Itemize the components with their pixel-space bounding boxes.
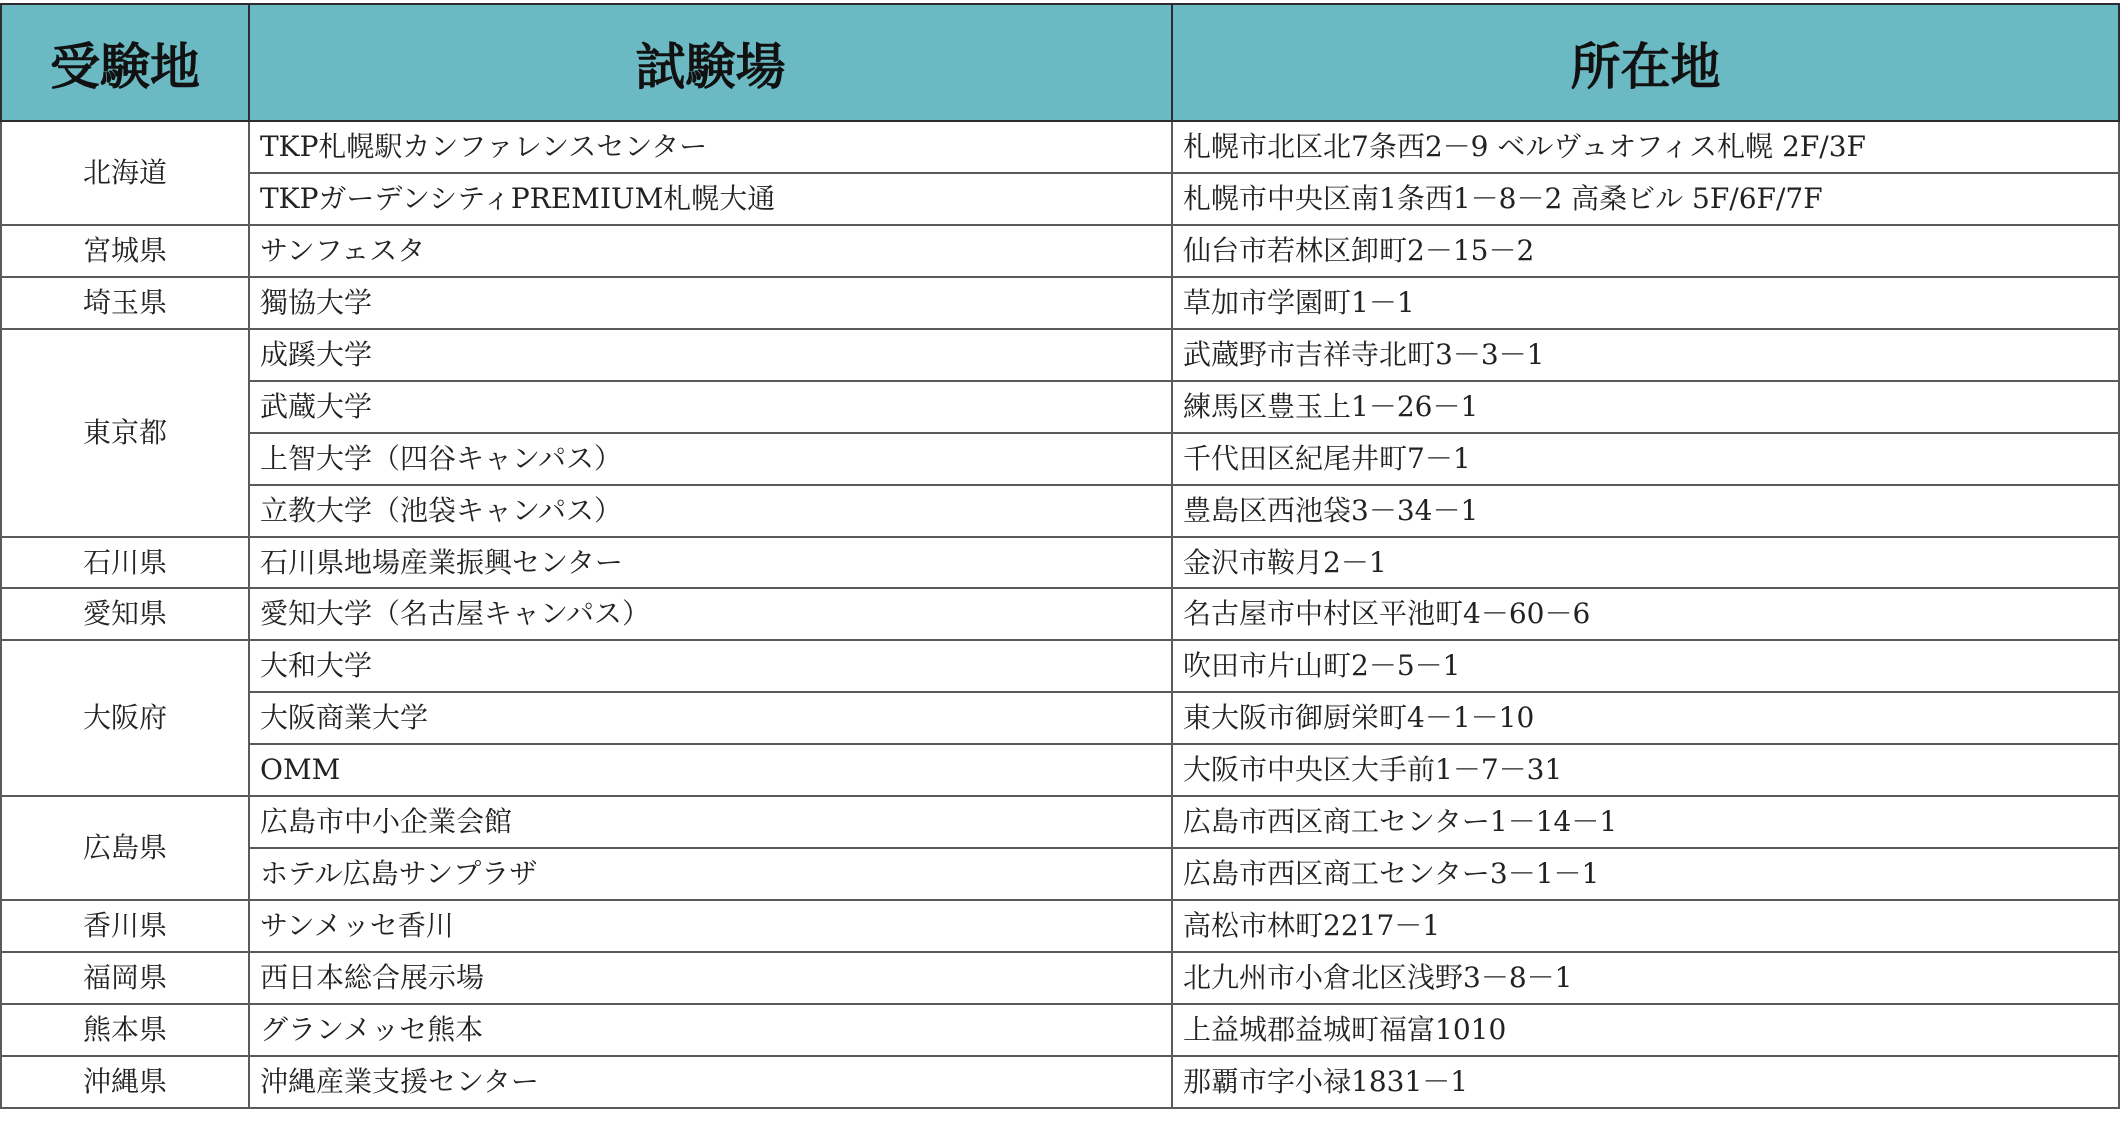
prefecture-cell: 宮城県 bbox=[1, 225, 249, 277]
header-venue: 試験場 bbox=[249, 4, 1172, 121]
address-cell: 練馬区豊玉上1－26－1 bbox=[1172, 381, 2119, 433]
prefecture-cell: 沖縄県 bbox=[1, 1056, 249, 1108]
venue-cell: 上智大学（四谷キャンパス） bbox=[249, 433, 1172, 485]
table-row bbox=[1, 329, 2119, 381]
prefecture-cell: 北海道 bbox=[1, 121, 249, 225]
table-row bbox=[1, 692, 2119, 744]
address-cell: 那覇市字小禄1831－1 bbox=[1172, 1056, 2119, 1108]
table-row bbox=[1, 433, 2119, 485]
address-cell: 東大阪市御厨栄町4－1－10 bbox=[1172, 692, 2119, 744]
table-row bbox=[1, 848, 2119, 900]
table-row bbox=[1, 277, 2119, 329]
venue-cell: 石川県地場産業振興センター bbox=[249, 537, 1172, 588]
table-row bbox=[1, 640, 2119, 692]
prefecture-cell: 熊本県 bbox=[1, 1004, 249, 1056]
prefecture-cell: 石川県 bbox=[1, 537, 249, 588]
venue-cell: 大和大学 bbox=[249, 640, 1172, 692]
table-row bbox=[1, 381, 2119, 433]
address-cell: 金沢市鞍月2－1 bbox=[1172, 537, 2119, 588]
table-row bbox=[1, 796, 2119, 848]
venue-cell: サンフェスタ bbox=[249, 225, 1172, 277]
venue-cell: TKPガーデンシティPREMIUM札幌大通 bbox=[249, 173, 1172, 225]
table-row bbox=[1, 952, 2119, 1004]
venue-cell: TKP札幌駅カンファレンスセンター bbox=[249, 121, 1172, 173]
address-cell: 仙台市若林区卸町2－15－2 bbox=[1172, 225, 2119, 277]
header-row bbox=[1, 4, 2119, 121]
prefecture-cell: 福岡県 bbox=[1, 952, 249, 1004]
address-cell: 大阪市中央区大手前1－7－31 bbox=[1172, 744, 2119, 796]
table-row bbox=[1, 744, 2119, 796]
table-row bbox=[1, 588, 2119, 640]
table-row bbox=[1, 225, 2119, 277]
table-row bbox=[1, 485, 2119, 537]
exam-venue-table bbox=[0, 3, 2120, 1109]
address-cell: 草加市学園町1－1 bbox=[1172, 277, 2119, 329]
address-cell: 広島市西区商工センター1－14－1 bbox=[1172, 796, 2119, 848]
address-cell: 豊島区西池袋3－34－1 bbox=[1172, 485, 2119, 537]
venue-cell: OMM bbox=[249, 744, 1172, 796]
address-cell: 名古屋市中村区平池町4－60－6 bbox=[1172, 588, 2119, 640]
address-cell: 札幌市北区北7条西2－9 ベルヴュオフィス札幌 2F/3F bbox=[1172, 121, 2119, 173]
address-cell: 千代田区紀尾井町7－1 bbox=[1172, 433, 2119, 485]
header-address: 所在地 bbox=[1172, 4, 2119, 121]
prefecture-cell: 香川県 bbox=[1, 900, 249, 952]
table-row bbox=[1, 900, 2119, 952]
address-cell: 高松市林町2217－1 bbox=[1172, 900, 2119, 952]
address-cell: 上益城郡益城町福富1010 bbox=[1172, 1004, 2119, 1056]
table-row bbox=[1, 121, 2119, 173]
header-prefecture: 受験地 bbox=[1, 4, 249, 121]
venue-cell: 大阪商業大学 bbox=[249, 692, 1172, 744]
address-cell: 札幌市中央区南1条西1－8－2 高桑ビル 5F/6F/7F bbox=[1172, 173, 2119, 225]
address-cell: 広島市西区商工センター3－1－1 bbox=[1172, 848, 2119, 900]
venue-cell: 西日本総合展示場 bbox=[249, 952, 1172, 1004]
address-cell: 北九州市小倉北区浅野3－8－1 bbox=[1172, 952, 2119, 1004]
address-cell: 武蔵野市吉祥寺北町3－3－1 bbox=[1172, 329, 2119, 381]
venue-cell: 立教大学（池袋キャンパス） bbox=[249, 485, 1172, 537]
venue-cell: 広島市中小企業会館 bbox=[249, 796, 1172, 848]
venue-cell: 沖縄産業支援センター bbox=[249, 1056, 1172, 1108]
prefecture-cell: 愛知県 bbox=[1, 588, 249, 640]
table-row bbox=[1, 537, 2119, 588]
venue-cell: ホテル広島サンプラザ bbox=[249, 848, 1172, 900]
table-row bbox=[1, 1004, 2119, 1056]
prefecture-cell: 埼玉県 bbox=[1, 277, 249, 329]
venue-cell: 武蔵大学 bbox=[249, 381, 1172, 433]
venue-cell: 獨協大学 bbox=[249, 277, 1172, 329]
table-row bbox=[1, 173, 2119, 225]
prefecture-cell: 広島県 bbox=[1, 796, 249, 900]
prefecture-cell: 大阪府 bbox=[1, 640, 249, 796]
table-row bbox=[1, 1056, 2119, 1108]
venue-cell: 愛知大学（名古屋キャンパス） bbox=[249, 588, 1172, 640]
address-cell: 吹田市片山町2－5－1 bbox=[1172, 640, 2119, 692]
venue-cell: サンメッセ香川 bbox=[249, 900, 1172, 952]
venue-cell: 成蹊大学 bbox=[249, 329, 1172, 381]
prefecture-cell: 東京都 bbox=[1, 329, 249, 537]
venue-cell: グランメッセ熊本 bbox=[249, 1004, 1172, 1056]
